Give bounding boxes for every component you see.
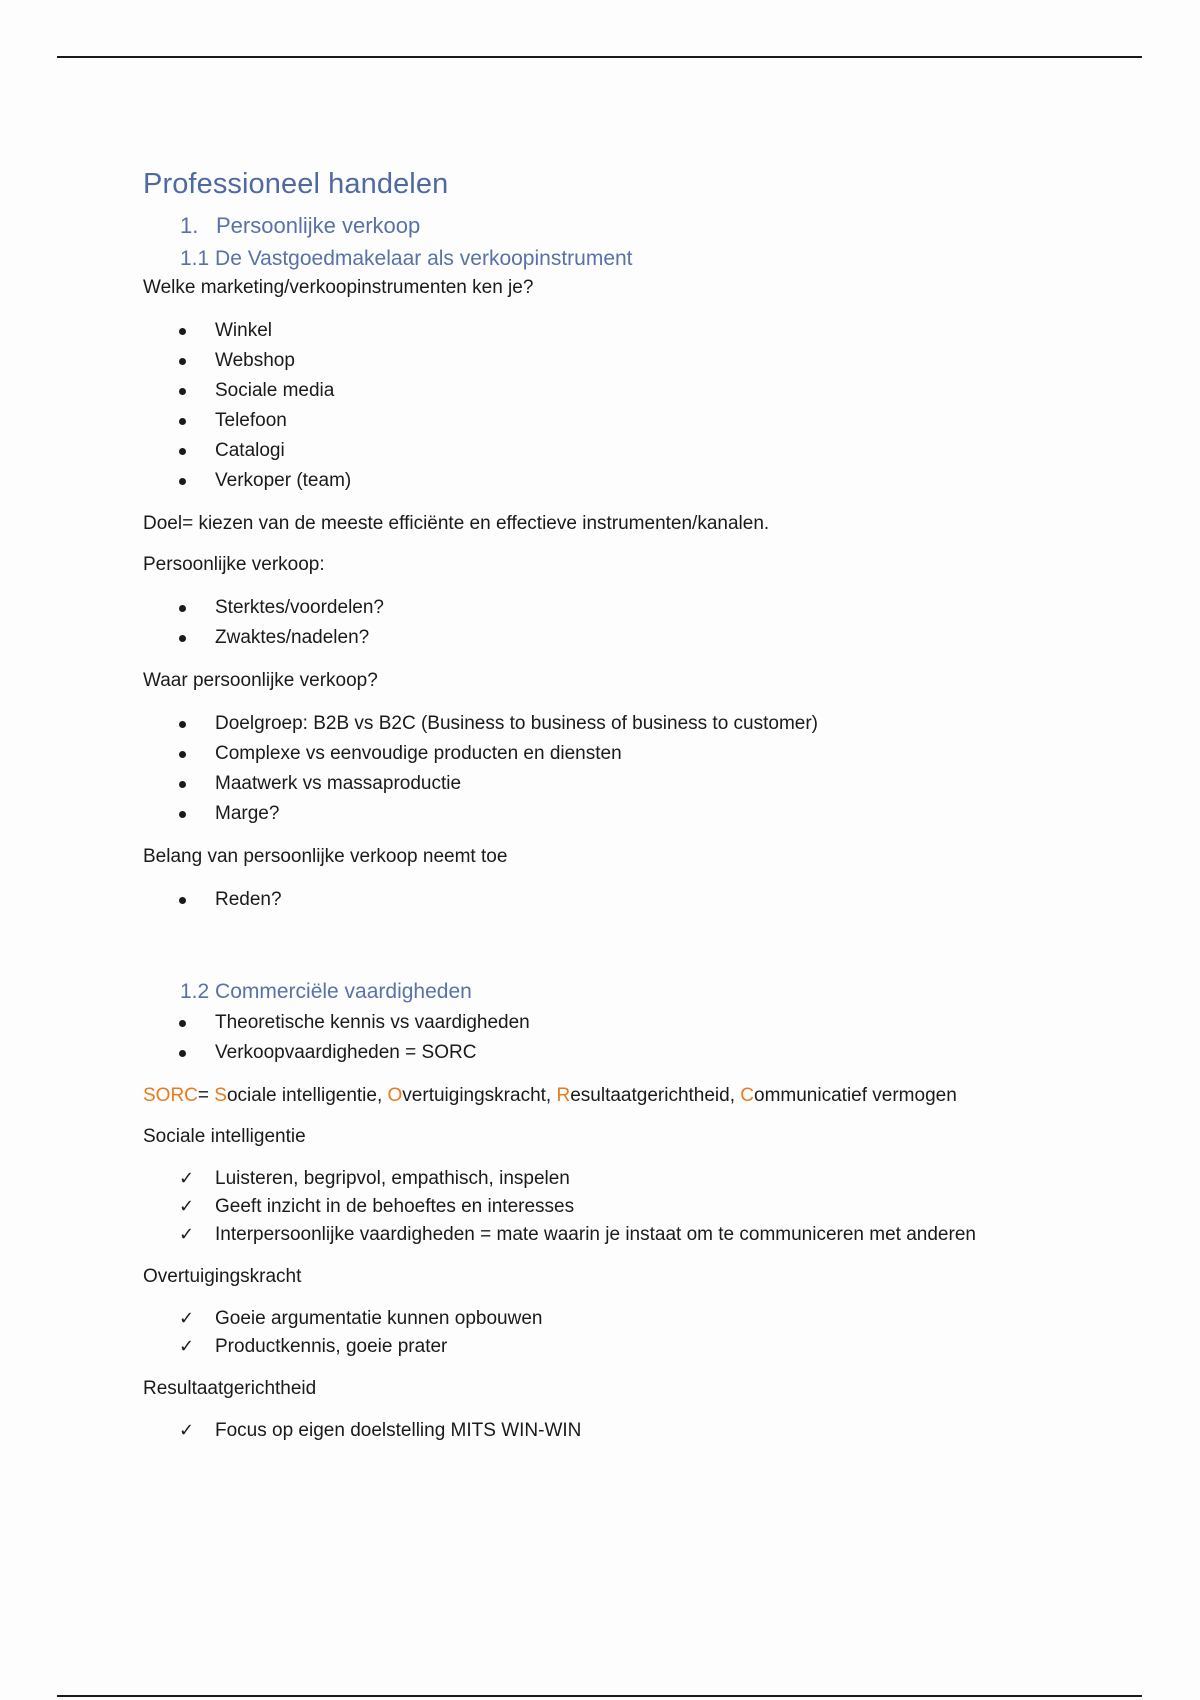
cv-list — [143, 1008, 1143, 1068]
bullet-icon — [179, 1050, 186, 1057]
sorc-acronym: SORC — [143, 1085, 198, 1106]
list-item: Marge? — [143, 799, 1143, 829]
list-item: ✓ Productkennis, goeie prater — [143, 1333, 1143, 1361]
section-1-1-heading: 1.1 De Vastgoedmakelaar als verkoopinstrument — [180, 247, 633, 270]
list-item: Reden? — [143, 885, 1143, 915]
section-1-number: 1. — [180, 213, 199, 238]
list-item: Catalogi — [143, 436, 1143, 466]
list-item: Winkel — [143, 316, 1143, 346]
bullet-icon — [179, 751, 186, 758]
question-instruments: Welke marketing/verkoopinstrumenten ken je? — [143, 277, 534, 298]
list-item: Maatwerk vs massaproductie — [143, 769, 1143, 799]
bullet-icon — [179, 781, 186, 788]
bullet-icon — [179, 478, 186, 485]
checkmark-icon: ✓ — [179, 1168, 195, 1189]
bullet-icon — [179, 388, 186, 395]
bullet-icon — [179, 721, 186, 728]
bullet-icon — [179, 897, 186, 904]
si-label: Sociale intelligentie — [143, 1126, 306, 1147]
list-item: Verkoper (team) — [143, 466, 1143, 496]
checkmark-icon: ✓ — [179, 1308, 195, 1329]
list-item: Telefoon — [143, 406, 1143, 436]
section-1-2-heading: 1.2 Commerciële vaardigheden — [180, 980, 472, 1003]
list-item: Zwaktes/nadelen? — [143, 623, 1143, 653]
belang-list — [143, 885, 1143, 915]
ok-list — [143, 1305, 1143, 1361]
list-item: ✓ Geeft inzicht in de behoeftes en interesses — [143, 1193, 1143, 1221]
document-body — [143, 168, 1143, 1460]
list-item: Theoretische kennis vs vaardigheden — [143, 1008, 1143, 1038]
list-item: ✓ Goeie argumentatie kunnen opbouwen — [143, 1305, 1143, 1333]
footer-rule — [57, 1695, 1142, 1697]
instruments-list — [143, 316, 1143, 496]
bullet-icon — [179, 605, 186, 612]
bullet-icon — [179, 1020, 186, 1027]
waar-list — [143, 709, 1143, 829]
bullet-icon — [179, 448, 186, 455]
rg-label: Resultaatgerichtheid — [143, 1378, 317, 1399]
list-item: ✓ Luisteren, begripvol, empathisch, inspelen — [143, 1165, 1143, 1193]
section-1-heading — [180, 213, 1143, 239]
checkmark-icon: ✓ — [179, 1224, 195, 1245]
bullet-icon — [179, 811, 186, 818]
document-title: Professioneel handelen — [143, 168, 449, 200]
header-rule — [57, 56, 1142, 58]
checkmark-icon: ✓ — [179, 1336, 195, 1357]
list-item: Webshop — [143, 346, 1143, 376]
si-list — [143, 1165, 1143, 1249]
list-item: ✓ Focus op eigen doelstelling MITS WIN-WIN — [143, 1417, 1143, 1445]
list-item: ✓ Interpersoonlijke vaardigheden = mate waarin je instaat om te communiceren met anderen — [143, 1221, 1143, 1249]
bullet-icon — [179, 418, 186, 425]
list-item: Sociale media — [143, 376, 1143, 406]
list-item: Sterktes/voordelen? — [143, 593, 1143, 623]
pv-list — [143, 593, 1143, 653]
section-1-label: Persoonlijke verkoop — [216, 213, 421, 238]
list-item: Verkoopvaardigheden = SORC — [143, 1038, 1143, 1068]
rg-list — [143, 1417, 1143, 1445]
waar-label: Waar persoonlijke verkoop? — [143, 670, 378, 691]
bullet-icon — [179, 328, 186, 335]
pv-label: Persoonlijke verkoop: — [143, 554, 325, 575]
bullet-icon — [179, 358, 186, 365]
belang-label: Belang van persoonlijke verkoop neemt toe — [143, 846, 508, 867]
ok-label: Overtuigingskracht — [143, 1266, 302, 1287]
checkmark-icon: ✓ — [179, 1420, 195, 1441]
checkmark-icon: ✓ — [179, 1196, 195, 1217]
bullet-icon — [179, 635, 186, 642]
list-item: Complexe vs eenvoudige producten en diensten — [143, 739, 1143, 769]
sorc-definition: SORC= Sociale intelligentie, Overtuigingskracht, Resultaatgerichtheid, Communicatief vermogen — [143, 1085, 957, 1106]
list-item: Doelgroep: B2B vs B2C (Business to business of business to customer) — [143, 709, 1143, 739]
doel-paragraph: Doel= kiezen van de meeste efficiënte en effectieve instrumenten/kanalen. — [143, 513, 770, 534]
